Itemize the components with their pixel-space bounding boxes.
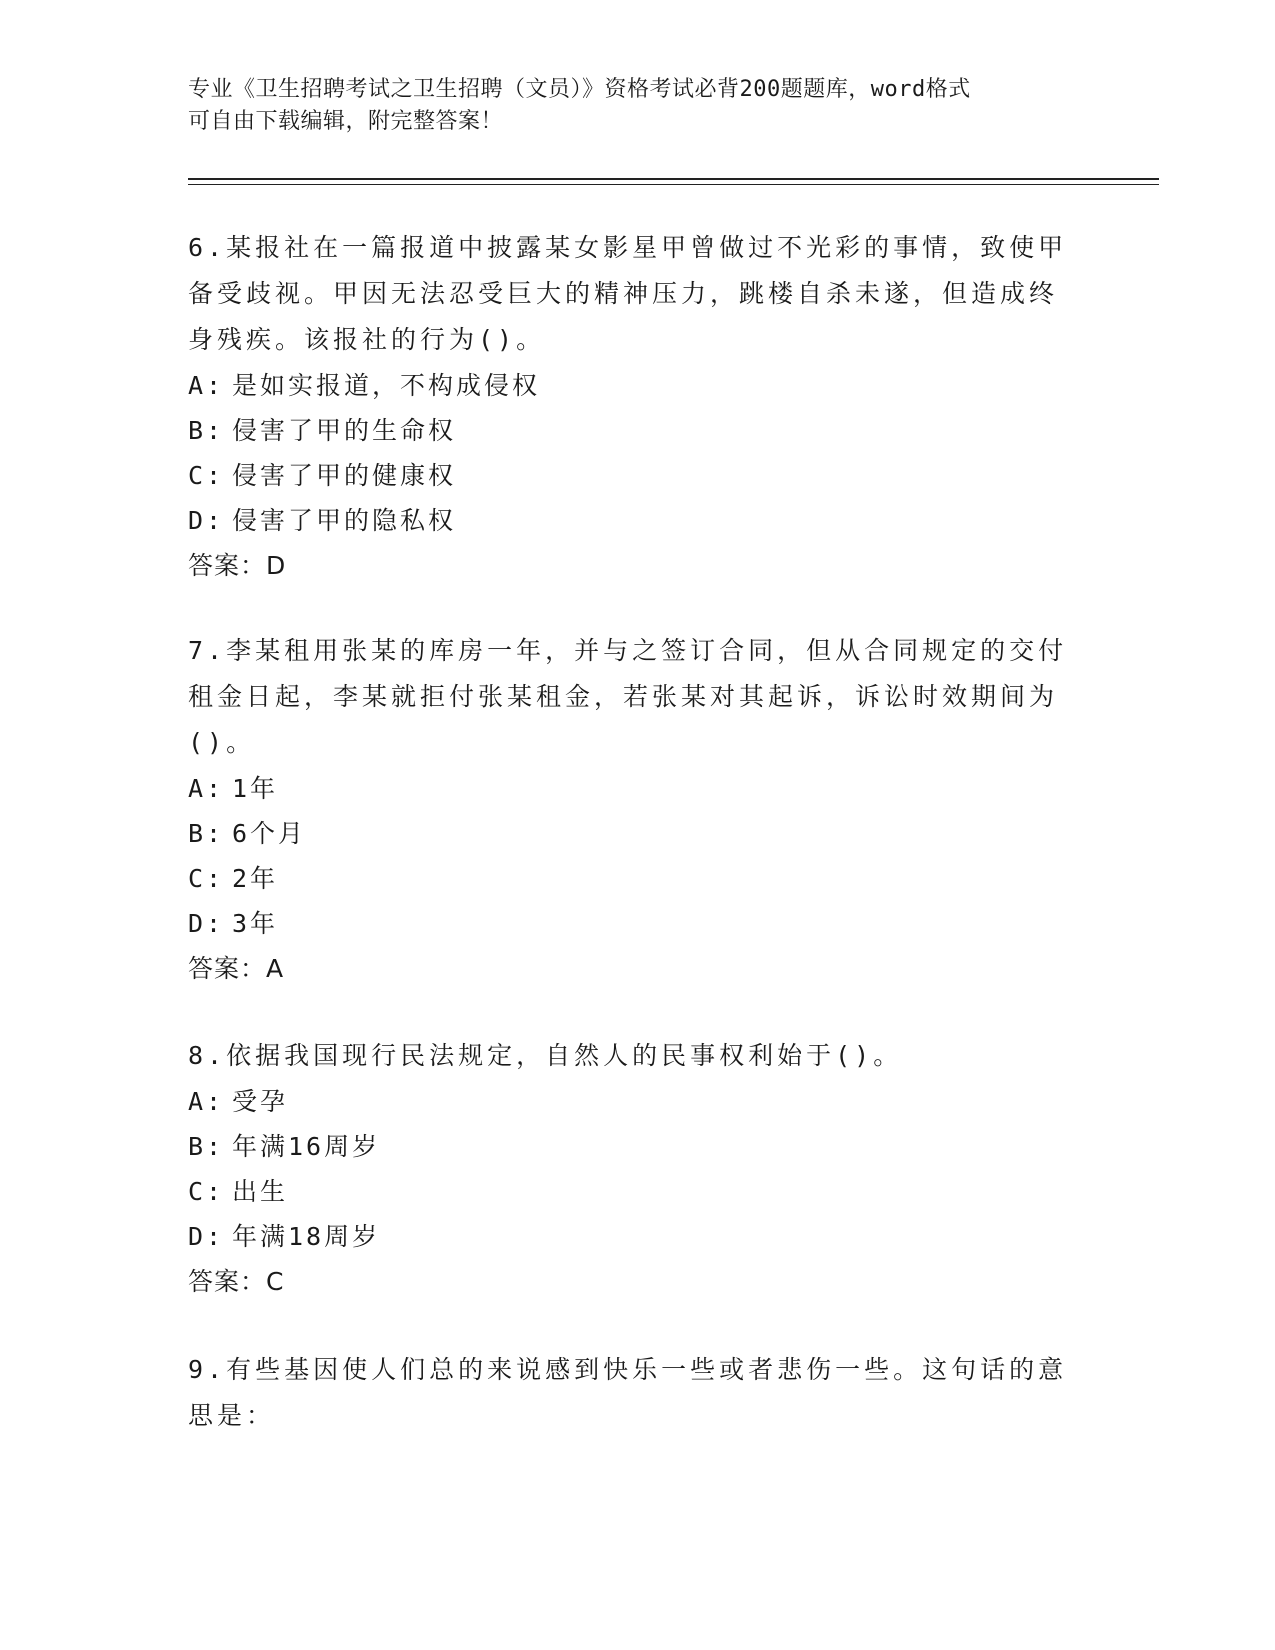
option-key: D:	[188, 506, 225, 535]
option-text: 年满16周岁	[232, 1132, 381, 1161]
question-stem-line: 思是：	[188, 1401, 276, 1430]
question-stem-line: 租金日起，李某就拒付张某租金，若张某对其起诉，诉讼时效期间为	[188, 682, 1059, 711]
option-key: D:	[188, 1222, 225, 1251]
option-key: C:	[188, 1177, 225, 1206]
option-text: 侵害了甲的健康权	[232, 461, 457, 490]
option-key: B:	[188, 1132, 225, 1161]
option-c	[188, 1169, 1068, 1214]
option-key: B:	[188, 416, 225, 445]
option-c	[188, 856, 1068, 901]
option-a	[188, 363, 1068, 408]
option-b	[188, 811, 1068, 856]
option-key: A:	[188, 774, 225, 803]
question-stem-line: ()。	[188, 728, 256, 757]
header-line-2: 可自由下载编辑，附完整答案！	[188, 109, 504, 134]
option-text: 出生	[232, 1177, 289, 1206]
option-key: D:	[188, 909, 225, 938]
option-d	[188, 498, 1068, 543]
option-b	[188, 1124, 1068, 1169]
option-c	[188, 453, 1068, 498]
answer-line: 答案：D	[188, 551, 287, 580]
option-d	[188, 1214, 1068, 1259]
option-text: 侵害了甲的生命权	[232, 416, 457, 445]
option-a	[188, 766, 1068, 811]
option-text: 1年	[232, 774, 279, 803]
option-key: A:	[188, 1087, 225, 1116]
question-9	[188, 1347, 1068, 1439]
option-text: 年满18周岁	[232, 1222, 381, 1251]
option-key: A:	[188, 371, 225, 400]
option-text: 受孕	[232, 1087, 289, 1116]
header-divider-thick	[188, 178, 1159, 180]
question-8	[188, 1033, 1068, 1305]
question-6	[188, 225, 1068, 589]
option-text: 侵害了甲的隐私权	[232, 506, 457, 535]
question-7	[188, 628, 1068, 992]
question-stem-line: 8.依据我国现行民法规定，自然人的民事权利始于()。	[188, 1041, 903, 1070]
answer-line: 答案：A	[188, 954, 285, 983]
option-text: 3年	[232, 909, 279, 938]
option-text: 6个月	[232, 819, 307, 848]
question-stem-line: 备受歧视。甲因无法忍受巨大的精神压力，跳楼自杀未遂，但造成终	[188, 279, 1059, 308]
question-stem-line: 7.李某租用张某的库房一年，并与之签订合同，但从合同规定的交付	[188, 636, 1068, 665]
question-stem-line: 6.某报社在一篇报道中披露某女影星甲曾做过不光彩的事情，致使甲	[188, 233, 1068, 262]
header-line-1: 专业《卫生招聘考试之卫生招聘（文员）》资格考试必背200题题库，word格式	[188, 77, 971, 102]
document-header	[188, 74, 1068, 138]
question-stem-line: 9.有些基因使人们总的来说感到快乐一些或者悲伤一些。这句话的意	[188, 1355, 1068, 1384]
header-divider-thin	[188, 184, 1159, 185]
answer-line: 答案：C	[188, 1267, 285, 1296]
option-text: 2年	[232, 864, 279, 893]
question-stem-line: 身残疾。该报社的行为()。	[188, 325, 546, 354]
option-key: C:	[188, 864, 225, 893]
option-d	[188, 901, 1068, 946]
option-key: C:	[188, 461, 225, 490]
option-b	[188, 408, 1068, 453]
option-key: B:	[188, 819, 225, 848]
option-text: 是如实报道，不构成侵权	[232, 371, 541, 400]
option-a	[188, 1079, 1068, 1124]
